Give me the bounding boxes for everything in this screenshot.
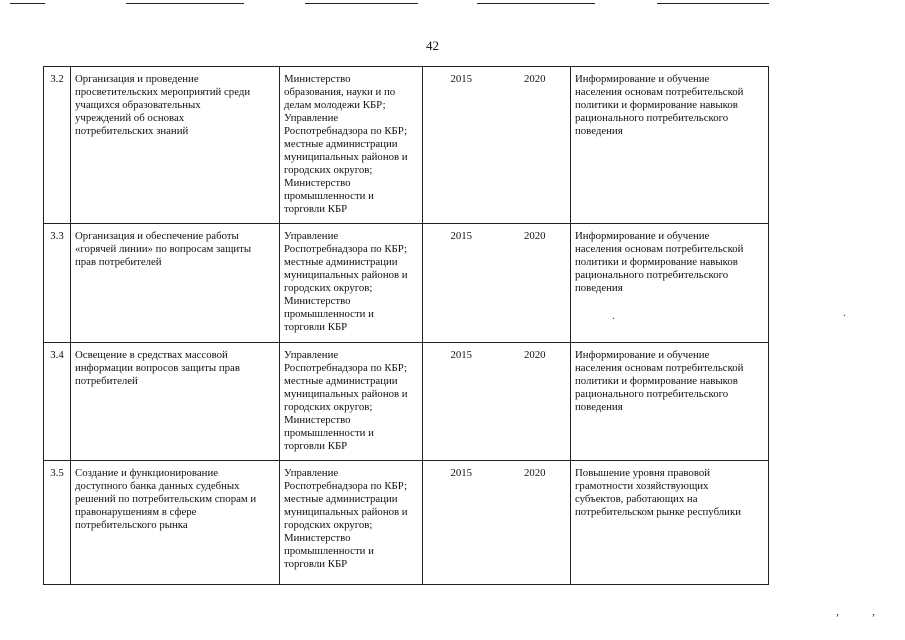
- start-year: 2015: [423, 343, 500, 461]
- expected-result: Информирование и обучение населения основам потребительской политики и формирование навыков рационального потребительского поведения: [571, 343, 769, 461]
- table-row: [44, 343, 769, 461]
- row-number: 3.3: [44, 224, 71, 343]
- executors: Управление Роспотребнадзора по КБР; местные администрации муниципальных районов и городских округов; Министерство промышленности и торговли КБР: [280, 461, 423, 585]
- top-rule-segment: [477, 3, 595, 4]
- expected-result: Повышение уровня правовой грамотности хозяйствующих субъектов, работающих на потребительском рынке республики: [571, 461, 769, 585]
- measure-title: Освещение в средствах массовой информации вопросов защиты прав потребителей: [71, 343, 280, 461]
- start-year: 2015: [423, 67, 500, 224]
- start-year: 2015: [423, 461, 500, 585]
- executors: Управление Роспотребнадзора по КБР; местные администрации муниципальных районов и городских округов; Министерство промышленности и торговли КБР: [280, 343, 423, 461]
- executors: Министерство образования, науки и по делам молодежи КБР; Управление Роспотребнадзора по КБР; местные администрации муниципальных районов и городских округов; Министерство промышленности и торговли КБР: [280, 67, 423, 224]
- expected-result: Информирование и обучение населения основам потребительской политики и формирование навыков рационального потребительского поведения: [571, 224, 769, 343]
- end-year: 2020: [500, 343, 571, 461]
- start-year: 2015: [423, 224, 500, 343]
- scan-speck: ,: [872, 604, 875, 618]
- row-number: 3.4: [44, 343, 71, 461]
- page-number: 42: [426, 38, 439, 53]
- expected-result: Информирование и обучение населения основам потребительской политики и формирование навыков рационального потребительского поведения: [571, 67, 769, 224]
- scan-speck: .: [843, 305, 846, 319]
- scan-speck: ,: [836, 604, 839, 618]
- measure-title: Организация и проведение просветительских мероприятий среди учащихся образовательных учреждений об основах потребительских знаний: [71, 67, 280, 224]
- table-row: [44, 67, 769, 224]
- table-row: [44, 461, 769, 585]
- end-year: 2020: [500, 67, 571, 224]
- end-year: 2020: [500, 224, 571, 343]
- executors: Управление Роспотребнадзора по КБР; местные администрации муниципальных районов и городских округов; Министерство промышленности и торговли КБР: [280, 224, 423, 343]
- measure-title: Организация и обеспечение работы «горячей линии» по вопросам защиты прав потребителей: [71, 224, 280, 343]
- top-rule-segment: [126, 3, 244, 4]
- scan-speck: .: [612, 308, 615, 322]
- row-number: 3.5: [44, 461, 71, 585]
- top-rule-segment: [305, 3, 418, 4]
- table-row: [44, 224, 769, 343]
- top-rule-segment: [657, 3, 769, 4]
- measure-title: Создание и функционирование доступного банка данных судебных решений по потребительским спорам и правонарушениям в сфере потребительского рынка: [71, 461, 280, 585]
- top-rule-segment: [10, 3, 45, 4]
- row-number: 3.2: [44, 67, 71, 224]
- measures-table: [43, 66, 769, 585]
- end-year: 2020: [500, 461, 571, 585]
